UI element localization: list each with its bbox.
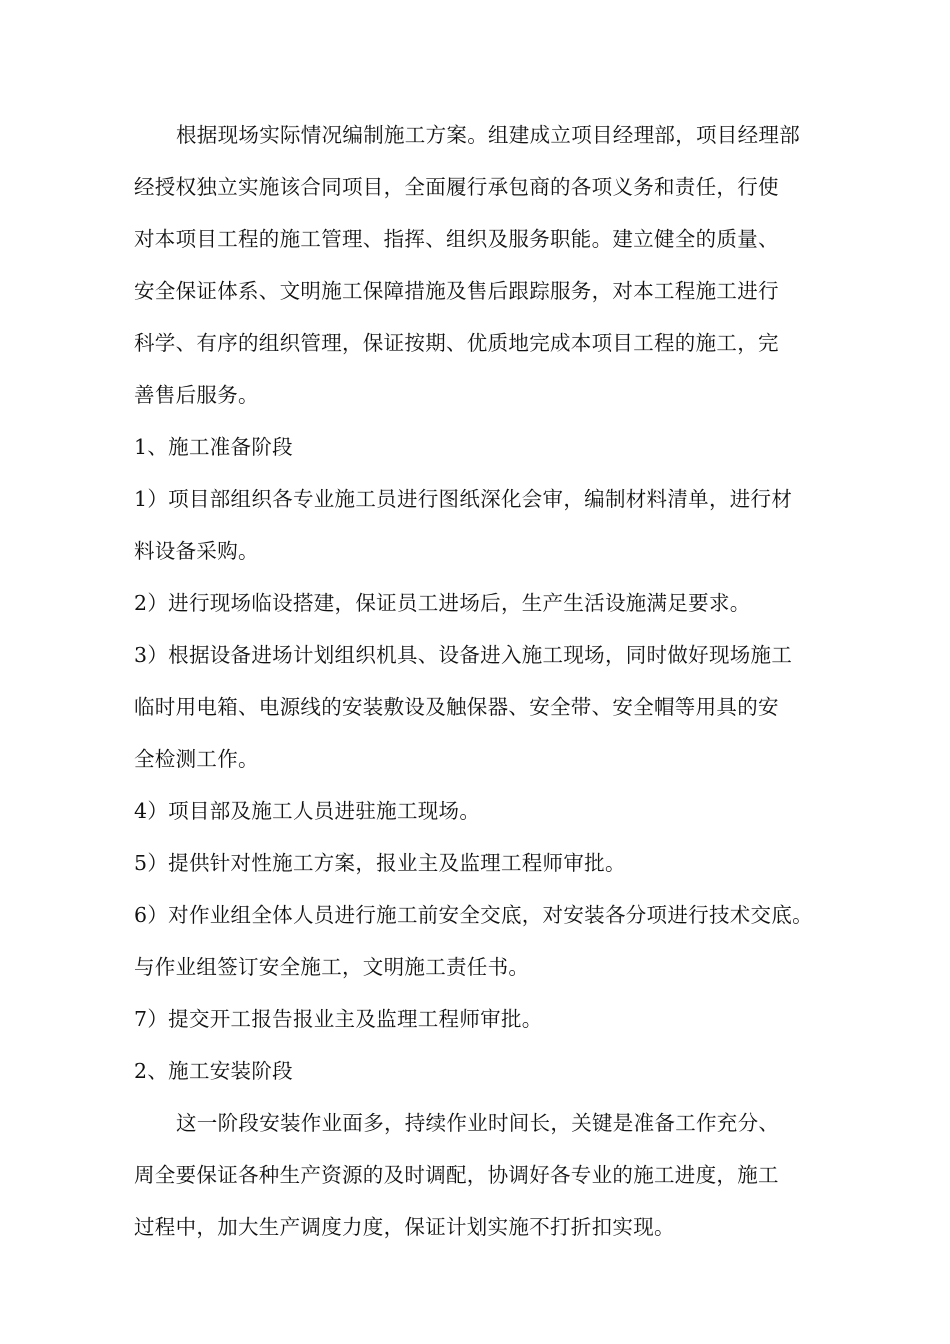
list-item-1-line-1: 1）项目部组织各专业施工员进行图纸深化会审，编制材料清单，进行材 (134, 487, 793, 511)
list-item-1-line-2: 料设备采购。 (134, 539, 259, 563)
paragraph-intro-line-3: 对本项目工程的施工管理、指挥、组织及服务职能。建立健全的质量、 (134, 227, 779, 251)
list-item-4: 4）项目部及施工人员进驻施工现场。 (134, 799, 481, 823)
paragraph-intro-line-6: 善售后服务。 (134, 383, 259, 407)
paragraph-intro-line-4: 安全保证体系、文明施工保障措施及售后跟踪服务，对本工程施工进行 (134, 279, 779, 303)
paragraph-intro-line-5: 科学、有序的组织管理，保证按期、优质地完成本项目工程的施工，完 (134, 331, 779, 355)
paragraph-stage2-line-1: 这一阶段安装作业面多，持续作业时间长，关键是准备工作充分、 (176, 1111, 780, 1135)
section-heading-1: 1、施工准备阶段 (134, 435, 293, 459)
list-item-3-line-3: 全检测工作。 (134, 747, 259, 771)
list-item-2: 2）进行现场临设搭建，保证员工进场后，生产生活设施满足要求。 (134, 591, 751, 615)
list-item-3-line-2: 临时用电箱、电源线的安装敷设及触保器、安全带、安全帽等用具的安 (134, 695, 779, 719)
paragraph-intro-line-2: 经授权独立实施该合同项目，全面履行承包商的各项义务和责任，行使 (134, 175, 779, 199)
section-heading-2: 2、施工安装阶段 (134, 1059, 293, 1083)
list-item-6-line-2: 与作业组签订安全施工，文明施工责任书。 (134, 955, 530, 979)
list-item-5: 5）提供针对性施工方案，报业主及监理工程师审批。 (134, 851, 626, 875)
list-item-6-line-1: 6）对作业组全体人员进行施工前安全交底，对安装各分项进行技术交底。 (134, 903, 813, 927)
paragraph-intro-line-1: 根据现场实际情况编制施工方案。组建成立项目经理部，项目经理部 (176, 123, 800, 147)
list-item-7: 7）提交开工报告报业主及监理工程师审批。 (134, 1007, 543, 1031)
paragraph-stage2-line-3: 过程中，加大生产调度力度，保证计划实施不打折扣实现。 (134, 1215, 675, 1239)
paragraph-stage2-line-2: 周全要保证各种生产资源的及时调配，协调好各专业的施工进度，施工 (134, 1163, 779, 1187)
list-item-3-line-1: 3）根据设备进场计划组织机具、设备进入施工现场，同时做好现场施工 (134, 643, 793, 667)
